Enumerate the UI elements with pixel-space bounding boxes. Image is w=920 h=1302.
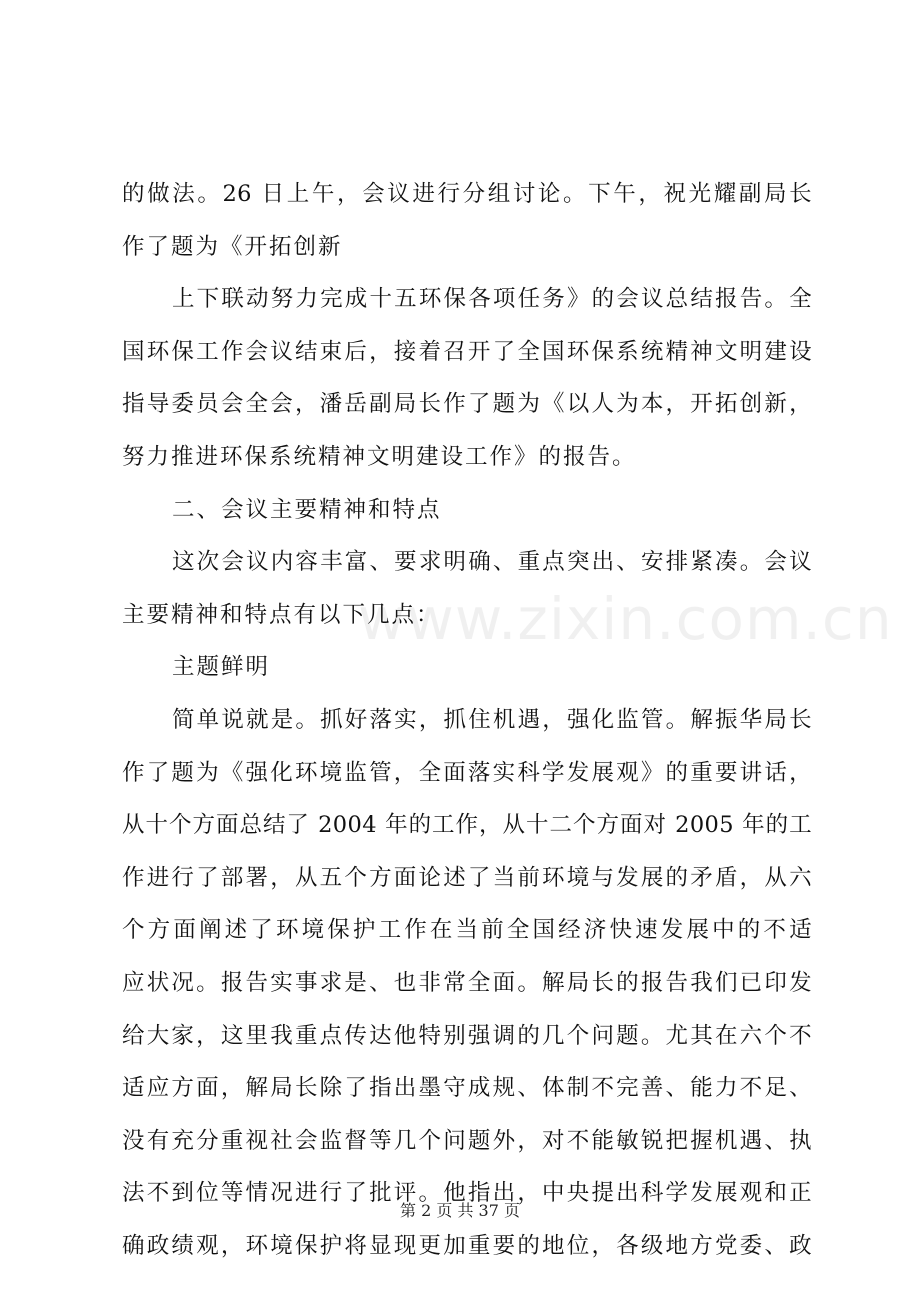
text-line: 应状况。报告实事求是、也非常全面。解局长的报告我们已印发 [122, 969, 812, 996]
text-line: 没有充分重视社会监督等几个问题外，对不能敏锐把握机遇、执 [122, 1127, 812, 1154]
text-line: 简单说就是。抓好落实，抓住机遇，强化监管。解振华局长 [172, 706, 812, 733]
text-line: 指导委员会全会，潘岳副局长作了题为《以人为本，开拓创新， [122, 391, 812, 418]
text-line: 适应方面，解局长除了指出墨守成规、体制不完善、能力不足、 [122, 1075, 812, 1102]
text-line: 上下联动努力完成十五环保各项任务》的会议总结报告。全 [172, 286, 812, 313]
page-number: 第 2 页 共 37 页 [400, 1201, 520, 1220]
text-line: 主要精神和特点有以下几点： [122, 601, 441, 628]
body-text [122, 168, 812, 1272]
text-line: 努力推进环保系统精神文明建设工作》的报告。 [122, 443, 637, 470]
text-line: 个方面阐述了环境保护工作在当前全国经济快速发展中的不适 [122, 917, 812, 944]
text-line: 的做法。26 日上午，会议进行分组讨论。下午，祝光耀副局长 [122, 181, 812, 207]
watermark: www.zixin.com.cn [358, 585, 893, 653]
text-line: 作了题为《开拓创新 [122, 233, 343, 260]
text-line: 国环保工作会议结束后，接着召开了全国环保系统精神文明建设 [122, 338, 812, 365]
text-line: 作了题为《强化环境监管，全面落实科学发展观》的重要讲话， [122, 759, 812, 786]
text-line: 给大家，这里我重点传达他特别强调的几个问题。尤其在六个不 [122, 1022, 812, 1049]
subheading: 主题鲜明 [172, 654, 271, 681]
text-line: 法不到位等情况进行了批评。他指出，中央提出科学发展观和正 [122, 1180, 812, 1207]
section-heading: 二、会议主要精神和特点 [172, 496, 442, 523]
text-line: 作进行了部署，从五个方面论述了当前环境与发展的矛盾，从六 [122, 864, 812, 891]
text-line: 确政绩观，环境保护将显现更加重要的地位，各级地方党委、政 [122, 1232, 812, 1259]
text-line: 从十个方面总结了 2004 年的工作，从十二个方面对 2005 年的工 [122, 812, 812, 839]
text-line: 这次会议内容丰富、要求明确、重点突出、安排紧凑。会议 [172, 549, 812, 576]
